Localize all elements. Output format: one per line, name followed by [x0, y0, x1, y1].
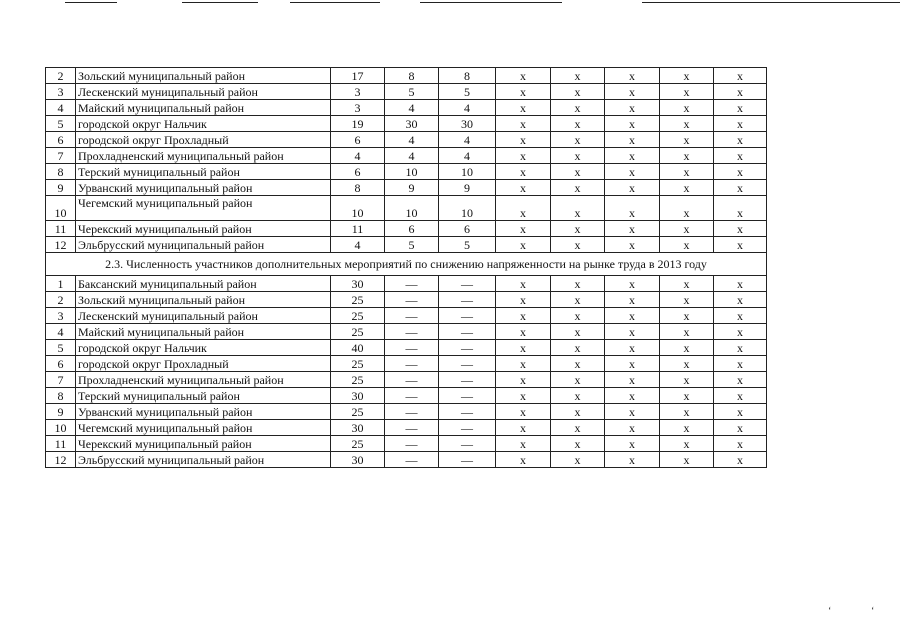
row-number: 6 — [46, 132, 76, 148]
district-name: городской округ Прохладный — [76, 356, 331, 372]
district-name: Урванский муниципальный район — [76, 404, 331, 420]
x-mark-cell: x — [714, 164, 767, 180]
x-mark-cell: x — [551, 116, 605, 132]
row-number: 2 — [46, 292, 76, 308]
row-number: 5 — [46, 116, 76, 132]
value-cell: — — [439, 404, 496, 420]
row-number: 9 — [46, 180, 76, 196]
value-cell: — — [385, 372, 439, 388]
x-mark-cell: x — [496, 324, 551, 340]
x-mark-cell: x — [496, 237, 551, 253]
x-mark-cell: x — [605, 276, 660, 292]
x-mark-cell: x — [714, 404, 767, 420]
x-mark-cell: x — [496, 132, 551, 148]
corner-mark: ‘ — [871, 606, 875, 617]
x-mark-cell: x — [551, 148, 605, 164]
value-cell: 4 — [439, 100, 496, 116]
x-mark-cell: x — [605, 180, 660, 196]
value-cell: 17 — [331, 68, 385, 84]
x-mark-cell: x — [714, 116, 767, 132]
district-name: Прохладненский муниципальный район — [76, 372, 331, 388]
top-rule — [65, 2, 117, 3]
district-name: Майский муниципальный район — [76, 100, 331, 116]
x-mark-cell: x — [714, 292, 767, 308]
value-cell: 30 — [331, 388, 385, 404]
district-name: Черекский муниципальный район — [76, 436, 331, 452]
x-mark-cell: x — [496, 388, 551, 404]
top-rule — [642, 2, 900, 3]
x-mark-cell: x — [660, 420, 714, 436]
x-mark-cell: x — [714, 452, 767, 468]
x-mark-cell: x — [714, 308, 767, 324]
x-mark-cell: x — [551, 388, 605, 404]
value-cell: 6 — [331, 132, 385, 148]
value-cell: 30 — [439, 116, 496, 132]
table-row — [46, 404, 767, 420]
x-mark-cell: x — [660, 340, 714, 356]
x-mark-cell: x — [660, 404, 714, 420]
section-row — [46, 253, 767, 276]
x-mark-cell: x — [660, 356, 714, 372]
x-mark-cell: x — [605, 196, 660, 221]
x-mark-cell: x — [660, 100, 714, 116]
top-rule — [290, 2, 380, 3]
x-mark-cell: x — [714, 356, 767, 372]
x-mark-cell: x — [605, 372, 660, 388]
x-mark-cell: x — [551, 84, 605, 100]
x-mark-cell: x — [714, 180, 767, 196]
district-name: Урванский муниципальный район — [76, 180, 331, 196]
table-row — [46, 196, 767, 221]
table-row — [46, 292, 767, 308]
value-cell: 4 — [385, 148, 439, 164]
row-number: 1 — [46, 276, 76, 292]
value-cell: — — [385, 340, 439, 356]
table-row — [46, 221, 767, 237]
table-row — [46, 436, 767, 452]
value-cell: — — [439, 372, 496, 388]
x-mark-cell: x — [496, 452, 551, 468]
x-mark-cell: x — [605, 84, 660, 100]
table-row — [46, 84, 767, 100]
x-mark-cell: x — [605, 308, 660, 324]
table-row — [46, 68, 767, 84]
value-cell: — — [439, 276, 496, 292]
x-mark-cell: x — [714, 196, 767, 221]
x-mark-cell: x — [496, 116, 551, 132]
value-cell: — — [439, 420, 496, 436]
table-row — [46, 452, 767, 468]
x-mark-cell: x — [714, 276, 767, 292]
value-cell: — — [385, 324, 439, 340]
value-cell: — — [439, 324, 496, 340]
district-name: городской округ Прохладный — [76, 132, 331, 148]
table-row — [46, 276, 767, 292]
row-number: 10 — [46, 196, 76, 221]
x-mark-cell: x — [605, 292, 660, 308]
value-cell: 4 — [439, 132, 496, 148]
x-mark-cell: x — [605, 164, 660, 180]
value-cell: 30 — [331, 420, 385, 436]
x-mark-cell: x — [660, 436, 714, 452]
x-mark-cell: x — [714, 324, 767, 340]
x-mark-cell: x — [496, 84, 551, 100]
x-mark-cell: x — [551, 132, 605, 148]
table-row — [46, 308, 767, 324]
x-mark-cell: x — [660, 116, 714, 132]
x-mark-cell: x — [551, 180, 605, 196]
value-cell: — — [385, 356, 439, 372]
row-number: 8 — [46, 164, 76, 180]
value-cell: — — [385, 276, 439, 292]
x-mark-cell: x — [496, 148, 551, 164]
x-mark-cell: x — [660, 221, 714, 237]
value-cell: 25 — [331, 436, 385, 452]
x-mark-cell: x — [714, 132, 767, 148]
x-mark-cell: x — [714, 388, 767, 404]
value-cell: — — [385, 292, 439, 308]
value-cell: 5 — [385, 237, 439, 253]
x-mark-cell: x — [660, 164, 714, 180]
value-cell: — — [385, 436, 439, 452]
x-mark-cell: x — [496, 221, 551, 237]
district-name: Эльбрусский муниципальный район — [76, 237, 331, 253]
x-mark-cell: x — [605, 356, 660, 372]
district-name: городской округ Нальчик — [76, 116, 331, 132]
x-mark-cell: x — [714, 100, 767, 116]
x-mark-cell: x — [551, 237, 605, 253]
x-mark-cell: x — [551, 356, 605, 372]
row-number: 11 — [46, 221, 76, 237]
x-mark-cell: x — [496, 420, 551, 436]
district-name: Терский муниципальный район — [76, 164, 331, 180]
x-mark-cell: x — [660, 84, 714, 100]
row-number: 12 — [46, 237, 76, 253]
x-mark-cell: x — [660, 132, 714, 148]
x-mark-cell: x — [605, 148, 660, 164]
x-mark-cell: x — [551, 100, 605, 116]
x-mark-cell: x — [605, 452, 660, 468]
x-mark-cell: x — [551, 308, 605, 324]
district-name: городской округ Нальчик — [76, 340, 331, 356]
value-cell: — — [439, 292, 496, 308]
value-cell: 10 — [331, 196, 385, 221]
district-name: Лескенский муниципальный район — [76, 308, 331, 324]
value-cell: 5 — [439, 84, 496, 100]
table-row — [46, 180, 767, 196]
x-mark-cell: x — [605, 237, 660, 253]
district-name: Зольский муниципальный район — [76, 292, 331, 308]
x-mark-cell: x — [496, 372, 551, 388]
x-mark-cell: x — [605, 420, 660, 436]
x-mark-cell: x — [496, 164, 551, 180]
x-mark-cell: x — [660, 292, 714, 308]
value-cell: — — [385, 420, 439, 436]
top-rule — [420, 2, 562, 3]
x-mark-cell: x — [496, 292, 551, 308]
x-mark-cell: x — [660, 308, 714, 324]
row-number: 4 — [46, 324, 76, 340]
x-mark-cell: x — [551, 276, 605, 292]
x-mark-cell: x — [660, 324, 714, 340]
value-cell: 25 — [331, 372, 385, 388]
x-mark-cell: x — [660, 452, 714, 468]
row-number: 7 — [46, 148, 76, 164]
x-mark-cell: x — [551, 452, 605, 468]
value-cell: 5 — [385, 84, 439, 100]
table-row — [46, 340, 767, 356]
district-name: Майский муниципальный район — [76, 324, 331, 340]
x-mark-cell: x — [714, 372, 767, 388]
x-mark-cell: x — [605, 436, 660, 452]
section-title: 2.3. Численность участников дополнительных мероприятий по снижению напряженности на рынке труда в 2013 году — [46, 253, 767, 276]
district-name: Баксанский муниципальный район — [76, 276, 331, 292]
x-mark-cell: x — [714, 340, 767, 356]
district-name: Терский муниципальный район — [76, 388, 331, 404]
x-mark-cell: x — [496, 404, 551, 420]
value-cell: 10 — [385, 164, 439, 180]
value-cell: — — [439, 436, 496, 452]
table-row — [46, 420, 767, 436]
value-cell: 9 — [439, 180, 496, 196]
value-cell: — — [385, 404, 439, 420]
x-mark-cell: x — [551, 221, 605, 237]
corner-mark: ‘ — [828, 606, 832, 617]
value-cell: — — [439, 340, 496, 356]
row-number: 2 — [46, 68, 76, 84]
value-cell: 30 — [385, 116, 439, 132]
table-row — [46, 148, 767, 164]
data-table — [45, 67, 767, 468]
value-cell: 8 — [439, 68, 496, 84]
x-mark-cell: x — [660, 372, 714, 388]
value-cell: — — [385, 308, 439, 324]
x-mark-cell: x — [605, 116, 660, 132]
value-cell: 3 — [331, 84, 385, 100]
x-mark-cell: x — [551, 340, 605, 356]
x-mark-cell: x — [714, 148, 767, 164]
value-cell: 4 — [385, 132, 439, 148]
x-mark-cell: x — [551, 372, 605, 388]
x-mark-cell: x — [551, 164, 605, 180]
table-row — [46, 132, 767, 148]
value-cell: 11 — [331, 221, 385, 237]
value-cell: — — [385, 388, 439, 404]
district-name: Чегемский муниципальный район — [76, 420, 331, 436]
x-mark-cell: x — [605, 388, 660, 404]
value-cell: 10 — [439, 164, 496, 180]
row-number: 9 — [46, 404, 76, 420]
x-mark-cell: x — [496, 196, 551, 221]
x-mark-cell: x — [660, 196, 714, 221]
x-mark-cell: x — [660, 68, 714, 84]
value-cell: 25 — [331, 404, 385, 420]
x-mark-cell: x — [714, 237, 767, 253]
x-mark-cell: x — [551, 324, 605, 340]
district-name: Эльбрусский муниципальный район — [76, 452, 331, 468]
district-name: Чегемский муниципальный район — [76, 196, 331, 221]
row-number: 8 — [46, 388, 76, 404]
x-mark-cell: x — [660, 237, 714, 253]
x-mark-cell: x — [496, 276, 551, 292]
x-mark-cell: x — [660, 180, 714, 196]
table-row — [46, 324, 767, 340]
x-mark-cell: x — [660, 148, 714, 164]
value-cell: 8 — [385, 68, 439, 84]
value-cell: 30 — [331, 276, 385, 292]
x-mark-cell: x — [496, 340, 551, 356]
value-cell: 4 — [385, 100, 439, 116]
value-cell: — — [439, 356, 496, 372]
value-cell: 4 — [331, 237, 385, 253]
x-mark-cell: x — [496, 308, 551, 324]
district-name: Черекский муниципальный район — [76, 221, 331, 237]
x-mark-cell: x — [714, 84, 767, 100]
part2-table-body — [46, 276, 767, 468]
row-number: 6 — [46, 356, 76, 372]
value-cell: 25 — [331, 308, 385, 324]
x-mark-cell: x — [714, 68, 767, 84]
x-mark-cell: x — [605, 324, 660, 340]
x-mark-cell: x — [660, 276, 714, 292]
value-cell: 4 — [331, 148, 385, 164]
top-rule — [182, 2, 258, 3]
table-row — [46, 372, 767, 388]
x-mark-cell: x — [496, 436, 551, 452]
part1-table-body — [46, 68, 767, 253]
value-cell: 6 — [439, 221, 496, 237]
x-mark-cell: x — [496, 356, 551, 372]
district-name: Зольский муниципальный район — [76, 68, 331, 84]
x-mark-cell: x — [605, 404, 660, 420]
x-mark-cell: x — [496, 100, 551, 116]
district-name: Лескенский муниципальный район — [76, 84, 331, 100]
table-row — [46, 116, 767, 132]
value-cell: 9 — [385, 180, 439, 196]
x-mark-cell: x — [551, 196, 605, 221]
table-row — [46, 388, 767, 404]
value-cell: 25 — [331, 356, 385, 372]
x-mark-cell: x — [605, 132, 660, 148]
row-number: 12 — [46, 452, 76, 468]
value-cell: 4 — [439, 148, 496, 164]
row-number: 10 — [46, 420, 76, 436]
value-cell: — — [439, 388, 496, 404]
x-mark-cell: x — [551, 68, 605, 84]
row-number: 5 — [46, 340, 76, 356]
x-mark-cell: x — [714, 221, 767, 237]
value-cell: 5 — [439, 237, 496, 253]
value-cell: — — [385, 452, 439, 468]
x-mark-cell: x — [605, 100, 660, 116]
district-name: Прохладненский муниципальный район — [76, 148, 331, 164]
x-mark-cell: x — [496, 68, 551, 84]
value-cell: 25 — [331, 324, 385, 340]
value-cell: 25 — [331, 292, 385, 308]
row-number: 11 — [46, 436, 76, 452]
value-cell: 8 — [331, 180, 385, 196]
row-number: 4 — [46, 100, 76, 116]
value-cell: 10 — [385, 196, 439, 221]
x-mark-cell: x — [605, 68, 660, 84]
row-number: 3 — [46, 308, 76, 324]
value-cell: 3 — [331, 100, 385, 116]
x-mark-cell: x — [605, 221, 660, 237]
value-cell: 10 — [439, 196, 496, 221]
x-mark-cell: x — [551, 292, 605, 308]
value-cell: 6 — [385, 221, 439, 237]
table-row — [46, 356, 767, 372]
value-cell: 40 — [331, 340, 385, 356]
value-cell: — — [439, 308, 496, 324]
value-cell: 6 — [331, 164, 385, 180]
row-number: 7 — [46, 372, 76, 388]
table-row — [46, 237, 767, 253]
table-row — [46, 100, 767, 116]
x-mark-cell: x — [551, 420, 605, 436]
x-mark-cell: x — [551, 404, 605, 420]
x-mark-cell: x — [496, 180, 551, 196]
value-cell: 19 — [331, 116, 385, 132]
x-mark-cell: x — [714, 436, 767, 452]
row-number: 3 — [46, 84, 76, 100]
x-mark-cell: x — [551, 436, 605, 452]
value-cell: — — [439, 452, 496, 468]
table-row — [46, 164, 767, 180]
value-cell: 30 — [331, 452, 385, 468]
x-mark-cell: x — [660, 388, 714, 404]
x-mark-cell: x — [714, 420, 767, 436]
x-mark-cell: x — [605, 340, 660, 356]
